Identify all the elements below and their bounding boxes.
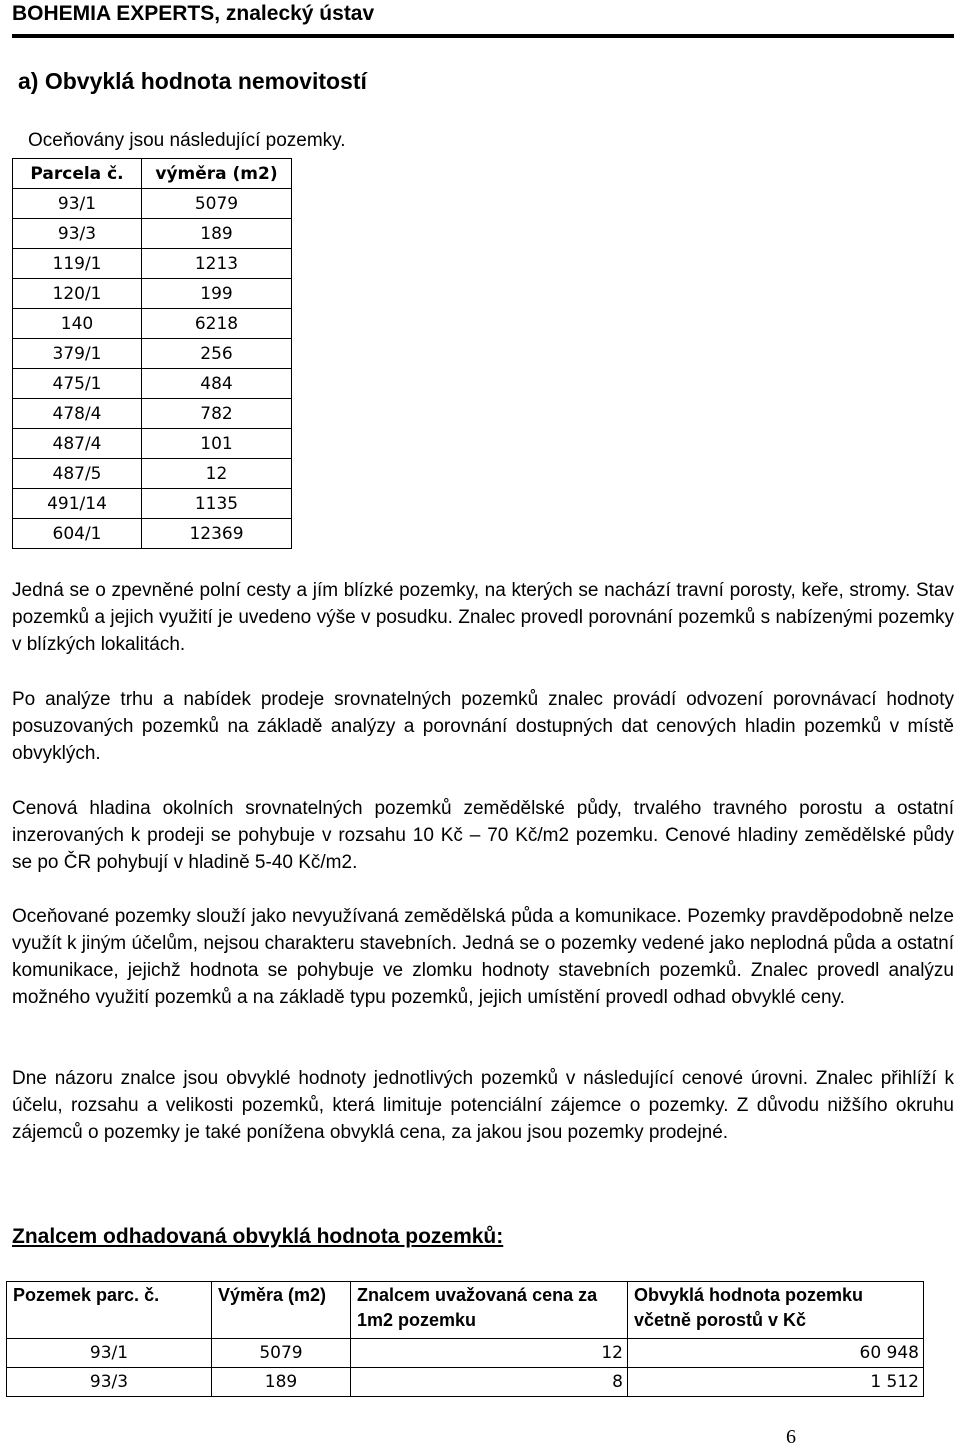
parcel-number: 379/1: [13, 339, 142, 369]
valuation-table: [6, 1281, 924, 1397]
table-row: [13, 279, 292, 309]
table-row: [13, 219, 292, 249]
parcel-area: 12369: [142, 519, 292, 549]
table-row: [13, 369, 292, 399]
table-row: [13, 399, 292, 429]
parcels-table: [12, 158, 292, 549]
parcel-number: 491/14: [13, 489, 142, 519]
parcel-area: 12: [142, 459, 292, 489]
parcels-header-row: [13, 159, 292, 189]
header-rule: [12, 34, 954, 38]
document-header-title: BOHEMIA EXPERTS, znalecký ústav: [12, 2, 375, 25]
valuation-parcel: 93/3: [7, 1368, 212, 1397]
parcel-number: 478/4: [13, 399, 142, 429]
parcel-area: 256: [142, 339, 292, 369]
parcel-number: 140: [13, 309, 142, 339]
parcel-area: 1213: [142, 249, 292, 279]
parcel-number: 475/1: [13, 369, 142, 399]
paragraph-price-level: Cenová hladina okolních srovnatelných pozemků zemědělské půdy, trvalého travného porostu a ostatní inzerovaných k prodeji se pohybuje v rozsahu 10 Kč – 70 Kč/m2 pozemku. Cenové hladiny zemědělské půdy se po ČR pohybují v hladině 5-40 Kč/m2.: [12, 798, 954, 873]
valuation-unit-price: 8: [351, 1368, 628, 1397]
valuation-parcel: 93/1: [7, 1339, 212, 1368]
parcel-area: 1135: [142, 489, 292, 519]
table-row: [13, 309, 292, 339]
table-row: [13, 339, 292, 369]
valuation-area: 5079: [212, 1339, 351, 1368]
parcel-area: 6218: [142, 309, 292, 339]
table-row: [13, 519, 292, 549]
paragraph-description: Jedná se o zpevněné polní cesty a jím blízké pozemky, na kterých se nachází travní porosty, keře, stromy. Stav pozemků a jejich využití je uvedeno výše v posudku. Znalec provedl porovnání pozemků s nabízenými pozemky v blízkých lokalitách.: [12, 580, 954, 655]
parcels-header-area: výměra (m2): [142, 159, 292, 189]
parcel-number: 93/3: [13, 219, 142, 249]
paragraph-analysis: Po analýze trhu a nabídek prodeje srovnatelných pozemků znalec provádí odvození porovnávací hodnoty posuzovaných pozemků na základě analýzy a porovnání dostupných dat cenových hladin pozemků v místě obvyklých.: [12, 689, 954, 764]
valuation-value: 60 948: [628, 1339, 924, 1368]
valuation-header-parcel: Pozemek parc. č.: [7, 1282, 212, 1339]
valuation-area: 189: [212, 1368, 351, 1397]
table-row: [13, 489, 292, 519]
parcel-number: 487/4: [13, 429, 142, 459]
table-row: [13, 459, 292, 489]
parcel-area: 189: [142, 219, 292, 249]
table-row: [7, 1339, 924, 1368]
table-row: [7, 1368, 924, 1397]
valuation-heading: Znalcem odhadovaná obvyklá hodnota pozemků:: [12, 1225, 504, 1248]
valuation-unit-price: 12: [351, 1339, 628, 1368]
valuation-header-area: Výměra (m2): [212, 1282, 351, 1339]
table-row: [13, 189, 292, 219]
parcel-area: 782: [142, 399, 292, 429]
parcel-number: 119/1: [13, 249, 142, 279]
parcel-number: 120/1: [13, 279, 142, 309]
parcel-area: 484: [142, 369, 292, 399]
paragraph-usage: Oceňované pozemky slouží jako nevyužívaná zemědělská půda a komunikace. Pozemky pravděpodobně nelze využít k jiným účelům, nejsou charakteru stavebních. Jedná se o pozemky vedené jako neplodná půda a ostatní komunikace, jejichž hodnota se pohybuje ve zlomku hodnoty stavebních pozemků. Znalec provedl analýzu možného využití pozemků a na základě typu pozemků, jejich umístění provedl odhad obvyklé ceny.: [12, 906, 954, 1008]
table-row: [13, 429, 292, 459]
parcel-number: 487/5: [13, 459, 142, 489]
parcels-header-parcel: Parcela č.: [13, 159, 142, 189]
paragraph-opinion: Dne názoru znalce jsou obvyklé hodnoty jednotlivých pozemků v následující cenové úrovni. Znalec přihlíží k účelu, rozsahu a velikosti pozemků, která limituje potenciální zájemce o pozemky. Z důvodu nižšího okruhu zájemců o pozemky je také ponížena obvyklá cena, za jakou jsou pozemky prodejné.: [12, 1068, 954, 1143]
valuation-header-value: Obvyklá hodnota pozemku včetně porostů v Kč: [628, 1282, 924, 1339]
section-heading: a) Obvyklá hodnota nemovitostí: [18, 68, 367, 94]
parcel-area: 199: [142, 279, 292, 309]
parcel-number: 604/1: [13, 519, 142, 549]
valuation-value: 1 512: [628, 1368, 924, 1397]
parcel-area: 5079: [142, 189, 292, 219]
intro-text: Oceňovány jsou následující pozemky.: [28, 130, 346, 151]
parcel-number: 93/1: [13, 189, 142, 219]
parcel-area: 101: [142, 429, 292, 459]
table-row: [13, 249, 292, 279]
valuation-header-row: [7, 1282, 924, 1339]
valuation-header-unit-price: Znalcem uvažovaná cena za 1m2 pozemku: [351, 1282, 628, 1339]
page-number: 6: [786, 1426, 796, 1448]
